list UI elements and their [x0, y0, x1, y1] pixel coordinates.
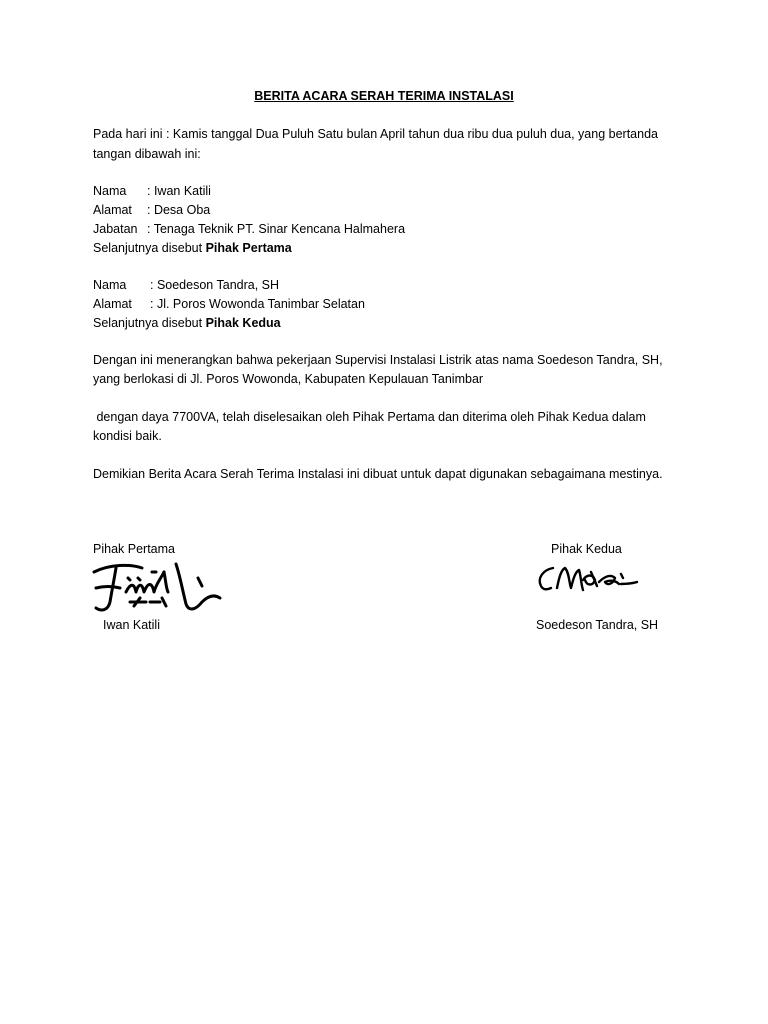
party1-disebut-name: Pihak Pertama — [205, 241, 292, 255]
signature-right-name: Soedeson Tandra, SH — [536, 618, 659, 632]
party2-alamat-label: Alamat — [93, 297, 132, 311]
signature-right-image — [535, 558, 645, 600]
party1-alamat-label: Alamat — [93, 203, 132, 217]
party2-disebut-name: Pihak Kedua — [205, 316, 281, 330]
party1-disebut-prefix: Selanjutnya disebut — [93, 241, 206, 255]
party1-jabatan-label: Jabatan — [93, 222, 138, 236]
opening-line-2: tangan dibawah ini: — [93, 147, 201, 161]
party1-nama-label: Nama — [93, 184, 127, 198]
party2-alamat-value: : Jl. Poros Wowonda Tanimbar Selatan — [150, 297, 365, 311]
signature-right-role: Pihak Kedua — [551, 542, 622, 556]
party2-nama-label: Nama — [93, 278, 127, 292]
party1-alamat-row — [93, 201, 210, 219]
party2-alamat-row — [93, 295, 365, 313]
signature-left-image — [90, 558, 230, 616]
paragraph2-line-2: kondisi baik. — [93, 429, 162, 443]
opening-line-1: Pada hari ini : Kamis tanggal Dua Puluh Satu bulan April tahun dua ribu dua puluh dua, yang bertanda — [93, 127, 658, 141]
party1-jabatan-row — [93, 220, 405, 238]
party1-nama-row — [93, 182, 211, 200]
paragraph2-line-1: dengan daya 7700VA, telah diselesaikan oleh Pihak Pertama dan diterima oleh Pihak Kedua dalam — [93, 410, 646, 424]
paragraph1-line-2: yang berlokasi di Jl. Poros Wowonda, Kabupaten Kepulauan Tanimbar — [93, 372, 484, 386]
party2-nama-value: : Soedeson Tandra, SH — [150, 278, 280, 292]
party1-nama-value: : Iwan Katili — [147, 184, 211, 198]
paragraph1-line-1: Dengan ini menerangkan bahwa pekerjaan Supervisi Instalasi Listrik atas nama Soedeson Tandra, SH, — [93, 353, 663, 367]
party1-jabatan-value: : Tenaga Teknik PT. Sinar Kencana Halmahera — [147, 222, 406, 236]
signature-left-role: Pihak Pertama — [93, 542, 175, 556]
party2-disebut-prefix: Selanjutnya disebut — [93, 316, 206, 330]
party1-alamat-value: : Desa Oba — [147, 203, 211, 217]
party2-disebut — [93, 314, 281, 332]
party2-nama-row — [93, 276, 279, 294]
closing-paragraph: Demikian Berita Acara Serah Terima Instalasi ini dibuat untuk dapat digunakan sebagaimana mestinya. — [93, 467, 663, 481]
document-title: BERITA ACARA SERAH TERIMA INSTALASI — [254, 89, 514, 103]
signature-left-name: Iwan Katili — [103, 618, 160, 632]
party1-disebut — [93, 239, 292, 257]
